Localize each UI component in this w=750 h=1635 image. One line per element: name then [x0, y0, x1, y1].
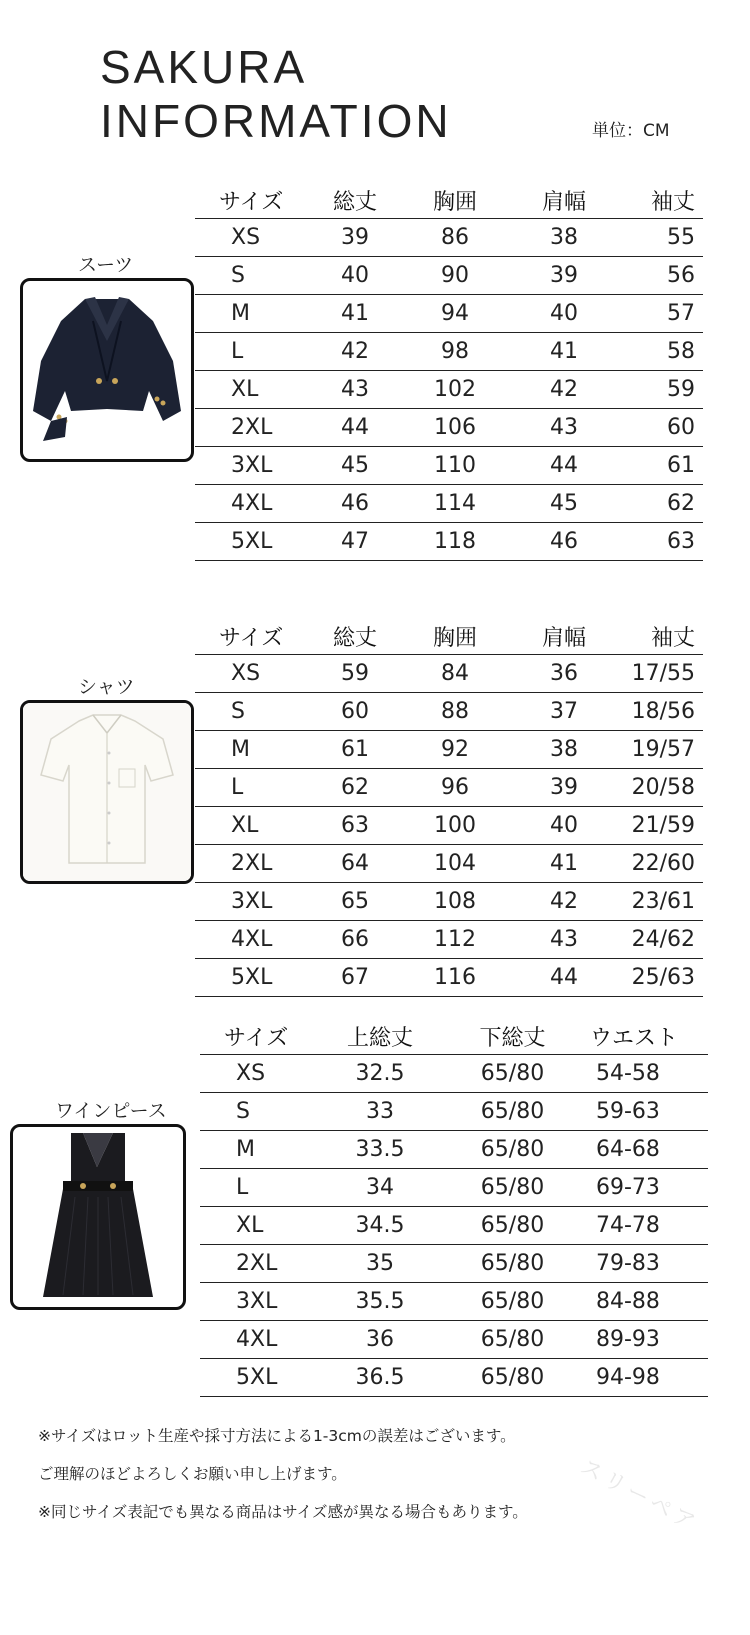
- table-cell: M: [200, 1131, 315, 1169]
- table-cell: 40: [305, 257, 405, 295]
- table-cell: 23/61: [623, 883, 703, 921]
- table-cell: L: [195, 769, 305, 807]
- table-cell: 3XL: [195, 883, 305, 921]
- table-cell: 45: [505, 485, 623, 523]
- table-cell: 41: [505, 333, 623, 371]
- header-cell: 胸囲: [432, 190, 477, 215]
- table-row: [195, 731, 703, 769]
- table-cell: 94-98: [580, 1359, 708, 1397]
- table-row: [195, 959, 703, 997]
- table-cell: 65/80: [445, 1283, 580, 1321]
- table-cell: 62: [305, 769, 405, 807]
- table-cell: 39: [505, 257, 623, 295]
- table-cell: 37: [505, 693, 623, 731]
- table-cell: 46: [505, 523, 623, 561]
- table-cell: 114: [405, 485, 505, 523]
- table-row: [200, 1283, 708, 1321]
- table-cell: XL: [200, 1207, 315, 1245]
- table-cell: 55: [623, 219, 703, 257]
- table-cell: 46: [305, 485, 405, 523]
- table-cell: 65: [305, 883, 405, 921]
- table-cell: 60: [305, 693, 405, 731]
- table-row: [200, 1207, 708, 1245]
- table-cell: 79-83: [580, 1245, 708, 1283]
- header-cell: 袖丈: [650, 626, 695, 651]
- table-cell: 74-78: [580, 1207, 708, 1245]
- table-cell: 5XL: [195, 523, 305, 561]
- table-row: [195, 219, 703, 257]
- header-cell: 下総丈: [479, 1026, 546, 1051]
- section-label-dress: ワインピース: [55, 1100, 167, 1122]
- dress-size-table: [200, 1018, 708, 1397]
- table-cell: 58: [623, 333, 703, 371]
- table-cell: 92: [405, 731, 505, 769]
- table-cell: XL: [195, 807, 305, 845]
- table-cell: L: [200, 1169, 315, 1207]
- table-cell: 43: [505, 921, 623, 959]
- table-header-row: [200, 1018, 708, 1055]
- unit-label: 単位：CM: [592, 121, 670, 141]
- table-cell: 38: [505, 219, 623, 257]
- table-cell: 4XL: [195, 485, 305, 523]
- header-cell: ウエスト: [590, 1026, 679, 1051]
- table-cell: 20/58: [623, 769, 703, 807]
- table-cell: XS: [200, 1055, 315, 1093]
- header-cell: 上総丈: [346, 1026, 413, 1051]
- table-cell: 2XL: [200, 1245, 315, 1283]
- table-cell: 4XL: [195, 921, 305, 959]
- table-row: [195, 883, 703, 921]
- table-cell: XS: [195, 655, 305, 693]
- table-cell: 66: [305, 921, 405, 959]
- table-row: [195, 845, 703, 883]
- note-line: ※サイズはロット生産や採寸方法による1-3cmの誤差はございます。: [38, 1427, 516, 1445]
- table-row: [195, 693, 703, 731]
- table-cell: 64-68: [580, 1131, 708, 1169]
- table-cell: 2XL: [195, 845, 305, 883]
- table-row: [195, 807, 703, 845]
- table-cell: L: [195, 333, 305, 371]
- table-cell: 65/80: [445, 1055, 580, 1093]
- table-cell: 35: [315, 1245, 445, 1283]
- table-cell: 25/63: [623, 959, 703, 997]
- table-row: [195, 769, 703, 807]
- table-cell: 61: [305, 731, 405, 769]
- watermark: スリーペア: [575, 1454, 703, 1538]
- table-row: [195, 257, 703, 295]
- table-cell: 65/80: [445, 1359, 580, 1397]
- table-row: [195, 921, 703, 959]
- table-cell: 39: [505, 769, 623, 807]
- section-label-shirt: シャツ: [78, 676, 135, 698]
- table-cell: 90: [405, 257, 505, 295]
- table-row: [195, 655, 703, 693]
- table-row: [195, 485, 703, 523]
- table-row: [200, 1131, 708, 1169]
- table-cell: 56: [623, 257, 703, 295]
- table-cell: 24/62: [623, 921, 703, 959]
- table-cell: 89-93: [580, 1321, 708, 1359]
- table-header-row: [195, 182, 703, 219]
- table-cell: 40: [505, 807, 623, 845]
- table-cell: 104: [405, 845, 505, 883]
- table-cell: M: [195, 731, 305, 769]
- table-cell: 118: [405, 523, 505, 561]
- table-cell: 36.5: [315, 1359, 445, 1397]
- table-cell: 44: [305, 409, 405, 447]
- table-cell: M: [195, 295, 305, 333]
- table-cell: 40: [505, 295, 623, 333]
- table-row: [195, 447, 703, 485]
- table-cell: 96: [405, 769, 505, 807]
- table-cell: 41: [505, 845, 623, 883]
- note-line: ※同じサイズ表記でも異なる商品はサイズ感が異なる場合もあります。: [38, 1503, 528, 1521]
- table-cell: 108: [405, 883, 505, 921]
- suit-jacket-photo: [20, 278, 194, 462]
- table-cell: 43: [505, 409, 623, 447]
- notes: [38, 1426, 528, 1540]
- table-cell: 5XL: [195, 959, 305, 997]
- table-cell: 84: [405, 655, 505, 693]
- table-cell: 42: [305, 333, 405, 371]
- table-cell: 34.5: [315, 1207, 445, 1245]
- table-cell: 84-88: [580, 1283, 708, 1321]
- table-row: [200, 1093, 708, 1131]
- table-cell: S: [195, 257, 305, 295]
- table-cell: 41: [305, 295, 405, 333]
- table-cell: 62: [623, 485, 703, 523]
- suit-size-table: [195, 182, 703, 561]
- table-cell: 59: [623, 371, 703, 409]
- table-cell: 59: [305, 655, 405, 693]
- table-cell: 45: [305, 447, 405, 485]
- table-row: [200, 1169, 708, 1207]
- table-cell: 39: [305, 219, 405, 257]
- header-cell: 総丈: [332, 190, 377, 215]
- table-cell: S: [195, 693, 305, 731]
- table-row: [200, 1245, 708, 1283]
- table-cell: 3XL: [200, 1283, 315, 1321]
- table-cell: 38: [505, 731, 623, 769]
- table-row: [195, 523, 703, 561]
- table-cell: 19/57: [623, 731, 703, 769]
- header-cell: サイズ: [219, 626, 284, 651]
- table-row: [195, 371, 703, 409]
- table-cell: 64: [305, 845, 405, 883]
- table-cell: 5XL: [200, 1359, 315, 1397]
- table-cell: 59-63: [580, 1093, 708, 1131]
- table-cell: 36: [315, 1321, 445, 1359]
- shirt-size-table: [195, 618, 703, 997]
- table-cell: 65/80: [445, 1169, 580, 1207]
- table-cell: S: [200, 1093, 315, 1131]
- table-cell: 33: [315, 1093, 445, 1131]
- shirt-photo: [20, 700, 194, 884]
- table-cell: 34: [315, 1169, 445, 1207]
- note-line: ご理解のほどよろしくお願い申し上げます。: [38, 1465, 347, 1483]
- table-cell: 47: [305, 523, 405, 561]
- table-row: [195, 333, 703, 371]
- table-cell: 65/80: [445, 1245, 580, 1283]
- table-row: [195, 295, 703, 333]
- table-cell: XL: [195, 371, 305, 409]
- table-cell: 94: [405, 295, 505, 333]
- table-cell: 44: [505, 959, 623, 997]
- table-cell: 63: [623, 523, 703, 561]
- table-cell: 57: [623, 295, 703, 333]
- table-cell: 63: [305, 807, 405, 845]
- table-cell: 106: [405, 409, 505, 447]
- table-cell: 65/80: [445, 1207, 580, 1245]
- table-cell: 61: [623, 447, 703, 485]
- section-label-suit: スーツ: [78, 254, 134, 276]
- table-cell: 112: [405, 921, 505, 959]
- table-cell: 42: [505, 371, 623, 409]
- table-cell: 22/60: [623, 845, 703, 883]
- page-title: SAKURA INFORMATION: [100, 41, 452, 147]
- table-cell: 110: [405, 447, 505, 485]
- header-cell: 総丈: [332, 626, 377, 651]
- table-cell: 36: [505, 655, 623, 693]
- table-cell: 65/80: [445, 1131, 580, 1169]
- header-cell: 袖丈: [650, 190, 695, 215]
- table-cell: 60: [623, 409, 703, 447]
- table-cell: 98: [405, 333, 505, 371]
- table-cell: 54-58: [580, 1055, 708, 1093]
- table-cell: 69-73: [580, 1169, 708, 1207]
- table-cell: 100: [405, 807, 505, 845]
- table-header-row: [195, 618, 703, 655]
- table-cell: 3XL: [195, 447, 305, 485]
- table-cell: 65/80: [445, 1321, 580, 1359]
- header-cell: サイズ: [219, 190, 284, 215]
- table-row: [200, 1055, 708, 1093]
- table-cell: 102: [405, 371, 505, 409]
- table-cell: 88: [405, 693, 505, 731]
- table-cell: 32.5: [315, 1055, 445, 1093]
- table-cell: 116: [405, 959, 505, 997]
- header-cell: 肩幅: [541, 190, 586, 215]
- header-cell: 肩幅: [541, 626, 586, 651]
- header-cell: サイズ: [224, 1026, 289, 1051]
- table-cell: 65/80: [445, 1093, 580, 1131]
- table-cell: 18/56: [623, 693, 703, 731]
- table-cell: 2XL: [195, 409, 305, 447]
- dress-photo: [10, 1124, 186, 1310]
- table-cell: 42: [505, 883, 623, 921]
- table-cell: 33.5: [315, 1131, 445, 1169]
- table-cell: 67: [305, 959, 405, 997]
- table-cell: 44: [505, 447, 623, 485]
- table-row: [200, 1321, 708, 1359]
- table-cell: 35.5: [315, 1283, 445, 1321]
- table-cell: 21/59: [623, 807, 703, 845]
- table-cell: 86: [405, 219, 505, 257]
- table-cell: 17/55: [623, 655, 703, 693]
- table-row: [200, 1359, 708, 1397]
- table-cell: 43: [305, 371, 405, 409]
- table-cell: 4XL: [200, 1321, 315, 1359]
- header-cell: 胸囲: [432, 626, 477, 651]
- table-row: [195, 409, 703, 447]
- table-cell: XS: [195, 219, 305, 257]
